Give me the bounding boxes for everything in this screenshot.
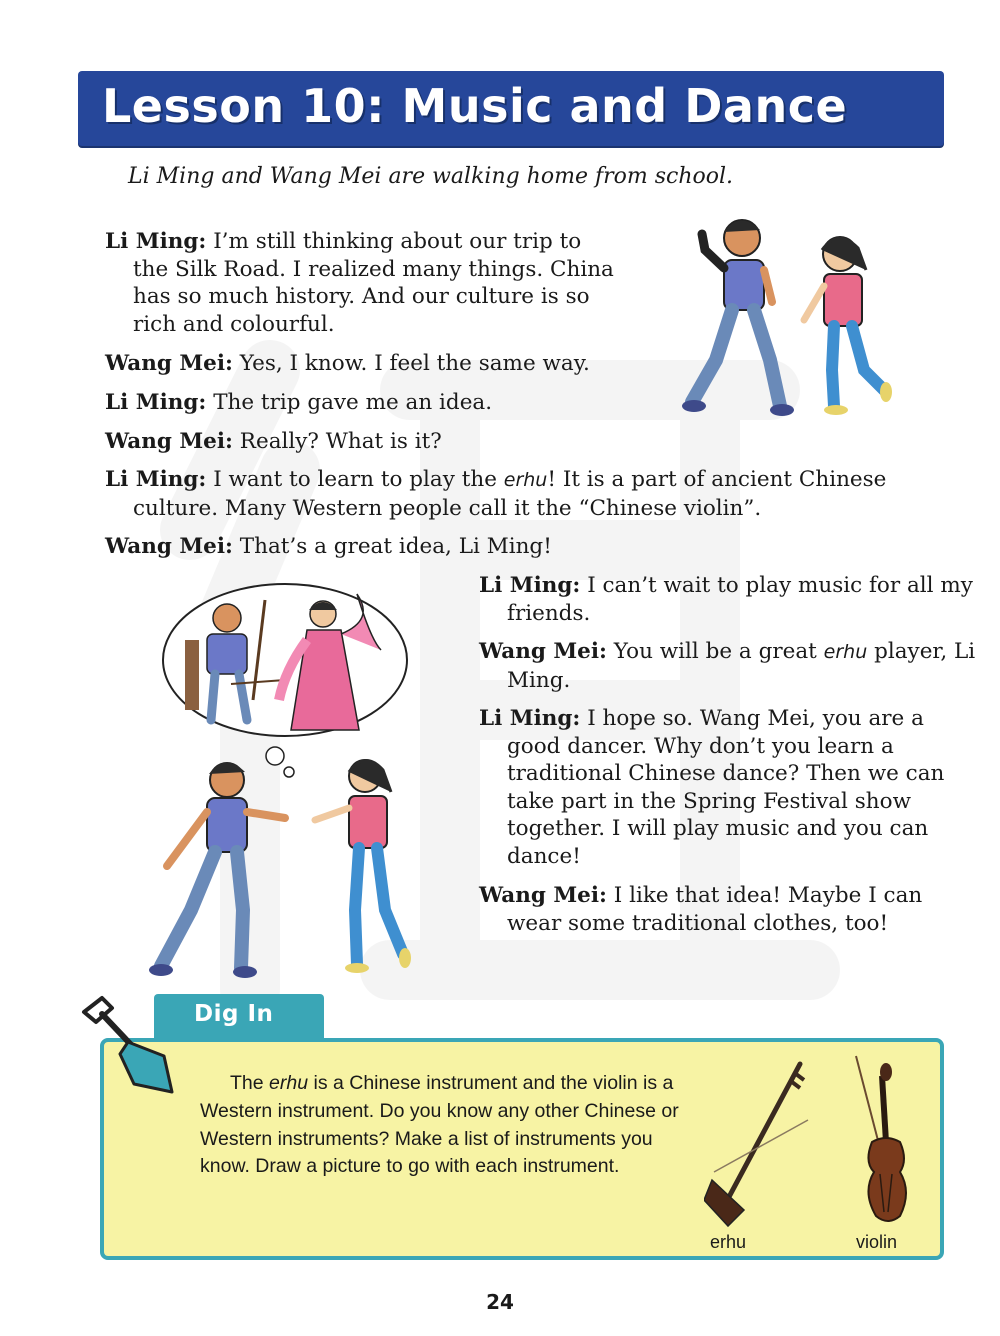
violin-label: violin	[856, 1232, 898, 1252]
speaker-name: Wang Mei:	[105, 534, 233, 559]
dig-in-text	[200, 1070, 690, 1181]
dialogue-line-4	[105, 428, 733, 456]
erhu-picture	[704, 1060, 814, 1230]
speaker-name: Li Ming:	[479, 573, 581, 598]
dialogue-line-8	[479, 638, 977, 694]
speaker-name: Li Ming:	[105, 467, 207, 492]
thought-bubble-illustration	[145, 580, 425, 980]
dialogue-text-after: player, Li Ming.	[507, 639, 976, 693]
dig-in-label: Dig In	[194, 1001, 274, 1027]
dialogue-line-7	[479, 572, 987, 627]
dialogue-text: Really? What is it?	[239, 429, 442, 454]
dialogue-line-10	[479, 882, 947, 937]
dialogue-line-1	[105, 228, 618, 338]
dialogue-line-5	[105, 466, 968, 522]
shovel-icon	[72, 992, 182, 1102]
dialogue-line-6	[105, 533, 733, 561]
dialogue-text: The trip gave me an idea.	[213, 390, 493, 415]
dialogue-line-9	[479, 705, 952, 870]
dialogue-text-after: ! It is a part of ancient Chinese culture. Many Western people call it the “Chinese violin”.	[133, 467, 887, 521]
speaker-name: Wang Mei:	[479, 883, 607, 908]
dialogue-text: I’m still thinking about our trip to the Silk Road. I realized many things. China has so much history. And our culture is so rich and colourful.	[133, 229, 614, 337]
instrument-term: erhu	[503, 469, 548, 491]
dialogue-text: I hope so. Wang Mei, you are a good dancer. Why don’t you learn a traditional Chinese dance? Then we can take part in the Spring Festival show together. I will play music and you can dance!	[507, 706, 945, 869]
speaker-name: Wang Mei:	[105, 351, 233, 376]
dialogue-line-3	[105, 389, 733, 417]
erhu-label: erhu	[710, 1232, 747, 1252]
dialogue-text: I can’t wait to play music for all my friends.	[507, 573, 973, 626]
dig-in-text-after: is a Chinese instrument and the violin is a Western instrument. Do you know any other Chinese or Western instruments? Make a list of instruments you know. Draw a picture to go with each instrument.	[200, 1072, 679, 1178]
dig-in-text-before: The	[230, 1072, 264, 1094]
speaker-name: Wang Mei:	[105, 429, 233, 454]
speaker-name: Li Ming:	[479, 706, 581, 731]
dialogue-text: I like that idea! Maybe I can wear some traditional clothes, too!	[507, 883, 923, 936]
dialogue-text: Yes, I know. I feel the same way.	[239, 351, 590, 376]
dialogue-text: That’s a great idea, Li Ming!	[239, 534, 552, 559]
dialogue-text-before: I want to learn to play the	[213, 467, 497, 492]
page-number: 24	[486, 1290, 514, 1314]
speaker-name: Li Ming:	[105, 390, 207, 415]
walking-kids-illustration	[680, 210, 900, 420]
instrument-term: erhu	[269, 1072, 309, 1094]
instrument-term: erhu	[823, 641, 868, 663]
intro-text: Li Ming and Wang Mei are walking home from school.	[128, 164, 734, 189]
lesson-title-bar	[78, 71, 944, 146]
speaker-name: Wang Mei:	[479, 639, 607, 664]
speaker-name: Li Ming:	[105, 229, 207, 254]
lesson-title: Lesson 10: Music and Dance	[102, 79, 848, 133]
dig-in-box	[100, 1038, 944, 1260]
dialogue-line-2	[105, 350, 733, 378]
violin-picture	[846, 1052, 916, 1232]
dialogue-text-before: You will be a great	[613, 639, 817, 664]
